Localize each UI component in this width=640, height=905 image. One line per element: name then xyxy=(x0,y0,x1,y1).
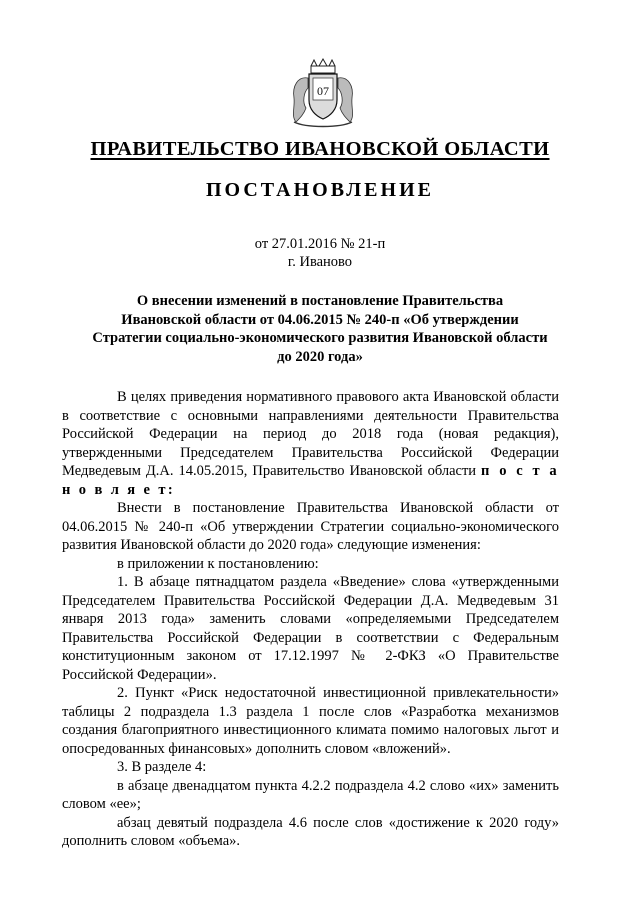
document-place: г. Иваново xyxy=(287,254,353,270)
paragraph-amend: Внести в постановление Правительства Ивановской области от 04.06.2015 № 240-п «Об утверждении Стратегии социально-экономического развития Ивановской области до 2020 года» следующие изменения: xyxy=(62,500,559,553)
heading-line: до 2020 года» xyxy=(277,348,363,365)
heading-line: Стратегии социально-экономического развития Ивановской области xyxy=(92,330,548,346)
paragraph-item-3-b: абзац девятый подраздела 4.6 после слов «достижение к 2020 году» дополнить словом «объема». xyxy=(62,814,559,849)
document-type: ПОСТАНОВЛЕНИЕ xyxy=(206,179,434,201)
preamble-paragraph xyxy=(62,388,559,499)
document-heading xyxy=(70,292,570,366)
document-date-number: от 27.01.2016 № 21-п xyxy=(254,236,386,252)
paragraph-appendix: в приложении к постановлению: xyxy=(117,555,319,572)
document-body xyxy=(62,388,559,851)
emblem-shield-text: 07 xyxy=(317,84,329,98)
paragraph-item-1: 1. В абзаце пятнадцатом раздела «Введение» слова «утвержденными Председателем Правительства Российской Федерации Д.А. Медведевым 31 января 2013 года» заменить словами «определяемыми Председателем Правительства Российской Федерации в соответствии с Федеральным конституционным законом от 17.12.1997 № 2-ФКЗ «О Правительстве Российской Федерации». xyxy=(62,574,559,683)
ivanovo-coat-of-arms-icon xyxy=(286,58,360,130)
paragraph-item-2: 2. Пункт «Риск недостаточной инвестиционной привлекательности» таблицы 2 подраздела 1.3 раздела 1 после слов «Разработка механизмов создания благоприятного инвестиционного климата помимо налоговых льгот и опосредованных финансовых» дополнить словом «вложений». xyxy=(62,685,559,757)
government-title: ПРАВИТЕЛЬСТВО ИВАНОВСКОЙ ОБЛАСТИ xyxy=(90,138,550,160)
heading-line: Ивановской области от 04.06.2015 № 240-п «Об утверждении xyxy=(121,311,519,328)
resolves-word: п о с т а н о в л я е т: xyxy=(62,463,560,498)
preamble-text: В целях приведения нормативного правового акта Ивановской области в соответствие с основными направлениями деятельности Правительства Российской Федерации на период до 2018 года (новая редакция), утвержденными Председателем Правительства Российской Федерации Медведевым Д.А. 14.05.2015, Правительство Ивановской области xyxy=(62,389,559,479)
heading-line: О внесении изменений в постановление Правительства xyxy=(136,293,504,309)
paragraph-item-3-a: в абзаце двенадцатом пункта 4.2.2 подраздела 4.2 слово «их» заменить словом «ее»; xyxy=(62,777,559,812)
paragraph-item-3: 3. В разделе 4: xyxy=(117,759,207,775)
